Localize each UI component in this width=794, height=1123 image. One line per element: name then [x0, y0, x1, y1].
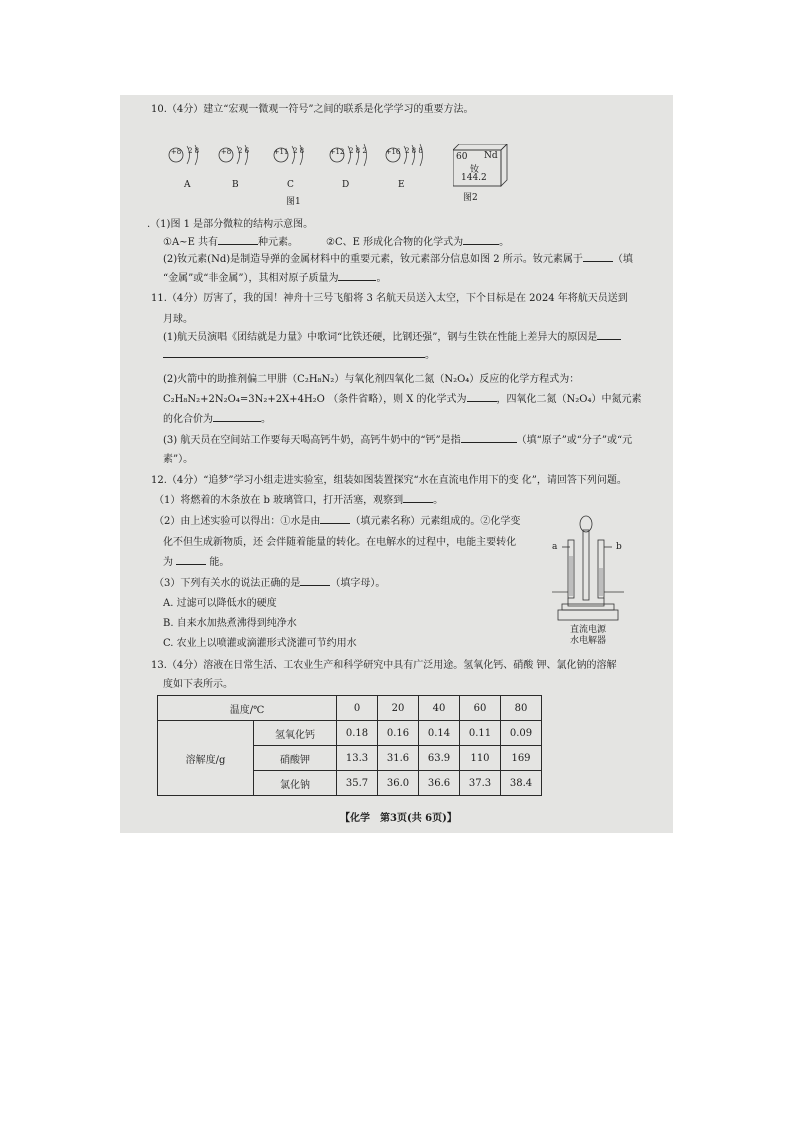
table-cell: 0.18	[337, 721, 378, 746]
q12-option-b: B. 自来水加热煮沸得到纯净水	[163, 618, 297, 629]
table-cell: 36.6	[419, 771, 460, 796]
q10-stem: 10.（4分）建立“宏观一微观一符号”之间的联系是化学学习的重要方法。	[151, 104, 474, 115]
atomic-mass: 144.2	[461, 173, 487, 183]
atom-diagram-c: +11 2 8	[273, 143, 329, 167]
table-cell: 0.11	[460, 721, 501, 746]
temp-cell: 80	[501, 696, 542, 721]
q11-part1: (1)航天员演唱《团结就是力量》中歌词“比铁还硬，比钢还强”，钢与生铁在性能上差异大的原因是	[163, 331, 621, 344]
solubility-table	[157, 695, 542, 796]
power-supply-label: 直流电源	[570, 625, 607, 635]
table-cell: 31.6	[378, 746, 419, 771]
table-cell: 169	[501, 746, 542, 771]
atom-label-e: E	[398, 180, 405, 190]
q11-stem-line2: 月球。	[163, 314, 193, 325]
q12-stem: 12.（4分）“追梦”学习小组走进实验室，组装如图装置探究“水在直流电作用下的变 化”，请回答下列问题。	[151, 475, 627, 486]
q11-part3-line2: 素”）。	[163, 454, 194, 465]
page-footer: 【化学 第3页(共 6页)】	[340, 813, 457, 824]
table-row	[158, 721, 542, 746]
substance-name: 硝酸钾	[254, 746, 337, 771]
q11-part2-line3: 的化合价为 。	[163, 414, 271, 425]
q13-stem-line1: 13.（4分）溶液在日常生活、工农业生产和科学研究中具有广泛用途。氢氧化钙、硝酸 钾、氯化钠的溶解	[151, 660, 617, 671]
table-cell: 0.14	[419, 721, 460, 746]
figure-1-caption: 图1	[286, 197, 301, 207]
figure-2-caption: 图2	[463, 193, 478, 203]
temp-cell: 40	[419, 696, 460, 721]
q10-part2-line2: “金属”或“非金属”），其相对原子质量为 。	[163, 273, 387, 284]
q11-part2-line1: (2)火箭中的助推剂偏二甲肼（C₂H₈N₂）与氧化剂四氧化二氮（N₂O₄）反应的化学方程式为：	[163, 374, 580, 385]
q12-part1: （1）将燃着的木条放在 b 玻璃管口，打开活塞，观察到 。	[154, 495, 444, 506]
atom-diagram-d: +12 2 8 2	[329, 143, 385, 167]
q12-part2-line1: （2）由上述实验可以得出：①水是由 （填元素名称）元素组成的。②化学变	[154, 516, 521, 527]
atom-label-d: D	[342, 180, 350, 190]
temperature-header: 温度/℃	[158, 696, 337, 721]
q10-part1-intro: .（1)图 1 是部分微粒的结构示意图。	[147, 219, 314, 230]
q12-part3: （3）下列有关水的说法正确的是 （填字母）。	[154, 578, 386, 589]
element-symbol: Nd	[484, 151, 498, 161]
atom-diagram-e: +16 2 8 8	[385, 143, 441, 167]
q12-option-a: A. 过滤可以降低水的硬度	[163, 598, 277, 609]
temp-cell: 60	[460, 696, 501, 721]
tube-a-label: a	[552, 542, 558, 552]
table-cell: 13.3	[337, 746, 378, 771]
atomic-number: 60	[456, 152, 468, 162]
q12-part2-line3: 为 能。	[163, 557, 230, 568]
electrolyzer-caption: 水电解器	[570, 636, 607, 646]
water-electrolysis-apparatus	[548, 512, 648, 646]
table-header-row	[158, 696, 542, 721]
atom-diagram-a: +8 2 8	[168, 143, 224, 167]
temp-cell: 0	[337, 696, 378, 721]
substance-name: 氢氧化钙	[254, 721, 337, 746]
substance-name: 氯化钠	[254, 771, 337, 796]
table-cell: 0.09	[501, 721, 542, 746]
q11-part2-equation: C₂H₈N₂+2N₂O₄=3N₂+2X+4H₂O （条件省略），则 X 的化学式为 ，四氧化二氮（N₂O₄）中氮元素	[163, 394, 642, 405]
table-cell: 38.4	[501, 771, 542, 796]
atom-label-c: C	[287, 180, 294, 190]
q11-part3-line1: (3) 航天员在空间站工作要每天喝高钙牛奶，高钙牛奶中的“钙”是指 （填“原子”或“分子”或“元	[163, 435, 633, 446]
q10-part2-line1: (2)钕元素(Nd)是制造导弹的金属材料中的重要元素，钕元素部分信息如图 2 所示。钕元素属于 （填	[163, 254, 633, 265]
atom-label-b: B	[232, 180, 239, 190]
table-cell: 36.0	[378, 771, 419, 796]
table-cell: 63.9	[419, 746, 460, 771]
element-name: 钕	[470, 165, 480, 175]
table-cell: 0.16	[378, 721, 419, 746]
temp-cell: 20	[378, 696, 419, 721]
atom-diagram-b: +8 2 6	[218, 143, 274, 167]
q13-stem-line2: 度如下表所示。	[163, 679, 233, 690]
table-cell: 37.3	[460, 771, 501, 796]
q10-part1-questions: ①A~E 共有 种元素。 ②C、E 形成化合物的化学式为 。	[163, 237, 510, 248]
q11-stem-line1: 11.（4分）厉害了，我的国！神舟十三号飞船将 3 名航天员送入太空，下个目标是在 2024 年将航天员送到	[151, 293, 628, 304]
solubility-row-label: 溶解度/g	[158, 721, 254, 796]
atom-label-a: A	[184, 180, 191, 190]
table-cell: 35.7	[337, 771, 378, 796]
table-cell: 110	[460, 746, 501, 771]
q12-option-c: C. 农业上以喷灌或滴灌形式浇灌可节约用水	[163, 638, 357, 649]
q12-part2-line2: 化不但生成新物质，还 会伴随着能量的转化。在电解水的过程中，电能主要转化	[163, 537, 517, 548]
q11-part1-blank-line: 。	[163, 349, 435, 362]
tube-b-label: b	[616, 542, 622, 552]
